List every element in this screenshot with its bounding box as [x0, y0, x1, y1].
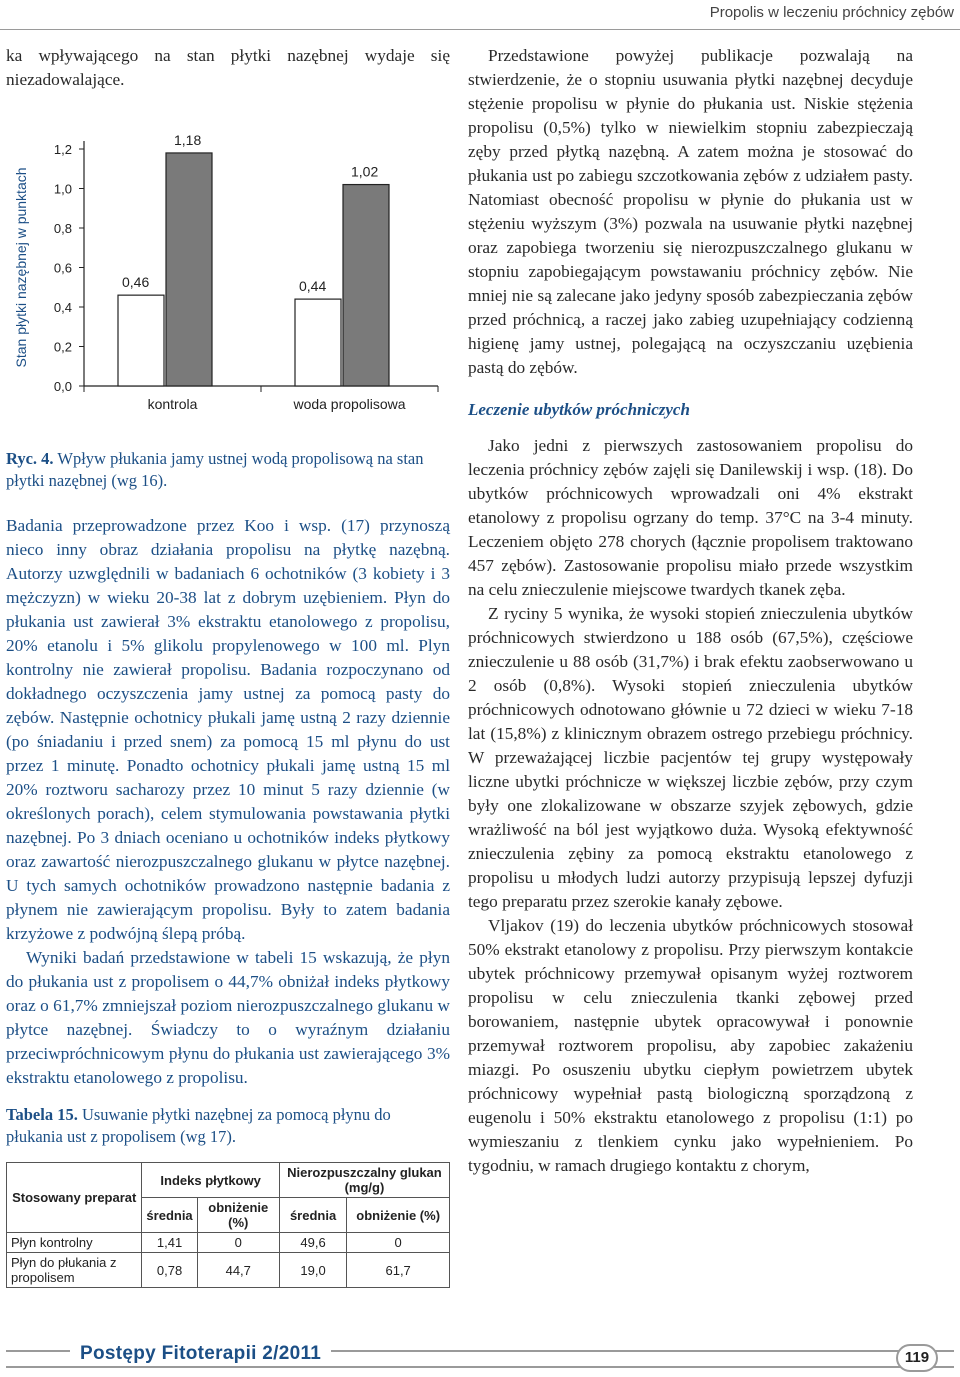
bar-before	[118, 295, 164, 386]
table-caption	[6, 1104, 450, 1148]
y-tick-label: 0,4	[53, 300, 72, 315]
data-label: 0,44	[299, 278, 327, 295]
cell-plaque-reduction: 0	[197, 1233, 279, 1253]
data-label: 1,02	[351, 163, 379, 180]
y-axis-label: Stan płytki nazębnej w punktach	[13, 167, 29, 368]
table-caption-label: Tabela 15.	[6, 1105, 78, 1124]
y-tick-label: 0,6	[53, 260, 72, 276]
category-label: woda propolisowa	[293, 396, 406, 412]
paragraph-figure5: Z ryciny 5 wynika, że wysoki stopień znieczulenia ubytków próchnicowych stwierdzono u 188 osób (67,5%), częściowe znieczulenie u 88 osób (31,7%) i brak efektu zaobserwowano u 2 osób (0,8%). Wysoki stopień znieczulenia ubytków próchnicowych odnotowano głównie u 72 dzieci w wieku 7-18 lat (15,8%) z klinicznym obrazem ostrego przebiegu próchnicy. W przeważającej liczbie pacjentów tej grupy występowały liczne ubytki próchnicze w większej liczbie zębów, przy czym były one zlokalizowane w obszarze szyjek zębowych, gdzie wrażliwość na ból jest wyjątkowo duża. Wysoką efektywność znieczulenia zębiny za pomocą ekstraktu etanolowego z propolisu u młodych ludzi autorzy przypisują lepszej dyfuzji tego preparatu przez szerokie kanały zębowe.	[468, 604, 913, 911]
left-column	[6, 44, 450, 1288]
bar-after	[166, 153, 212, 386]
header-glucan-reduction: obniżenie (%)	[347, 1198, 450, 1233]
category-label: kontrola	[147, 396, 198, 412]
paragraph-vljakov: Vljakov (19) do leczenia ubytków próchnicowych stosował 50% ekstrakt etanolowy z propolisu. Przy pierwszym kontakcie ubytek próchnicowy przemywał opisanym wyżej roztworem propolisu w celu znieczulenia tkanki zębowej przed borowaniem, następnie ubytek opracowywał i ponownie przemywał roztworem propolisu, aby zapobiec zakażeniu miazgi. Po osuszeniu ubytku ciepłym powietrzem ubytek próchnicowy wypełniał pastą biologiczną sporządzoną z eugenolu i 50% ekstraktu etanolowego z propolisu (1:1) po wymieszaniu z tlenkiem cynku jako wypełnieniem. Po tygodniu, w ramach drugiego kontaktu z chorym,	[468, 916, 913, 1175]
bar-after	[343, 185, 389, 386]
cell-plaque-reduction: 44,7	[197, 1253, 279, 1288]
data-label: 1,18	[174, 131, 202, 148]
paragraph-summary: Przedstawione powyżej publikacje pozwalają na stwierdzenie, że o stopniu usuwania płytki nazębnej decyduje stężenie propolisu w płynie do płukania ust. Niskie stężenia propolisu (0,5%) tylko w niewielkim stopniu zabezpieczają zęby przed płytką nazębną. A zatem można je stosować do płukania ust po zabiegu szczotkowania zębów z udziałem pasty. Natomiast obecność propolisu w płynie do płukania ust w stężeniu wyższym (3%) pozwala na usuwanie płytki nazębnej oraz zapobiega tworzeniu się nierozpuszczalnego glukanu w stopniu zapobiegającym powstawaniu próchnicy zębów. Nie mniej nie są zalecane jako jedyny sposób zabezpieczania zębów przed próchnicą, a raczej jako zabieg uzupełniający codzienną higienę jamy ustnej, polegającą na oczyszczaniu uzębienia pastą do zębów.	[468, 46, 913, 377]
cell-preparation: Płyn kontrolny	[7, 1233, 142, 1253]
y-tick-label: 0,0	[53, 379, 72, 394]
running-title: Propolis w leczeniu próchnicy zębów	[709, 4, 954, 21]
cell-glucan-reduction: 0	[347, 1233, 450, 1253]
table-row	[7, 1253, 450, 1288]
cell-glucan-mean: 19,0	[279, 1253, 346, 1288]
y-tick-label: 1,0	[53, 181, 72, 197]
cell-glucan-reduction: 61,7	[347, 1253, 450, 1288]
header-plaque-index: Indeks płytkowy	[142, 1163, 279, 1198]
header-glucan-mean: średnia	[279, 1198, 346, 1233]
right-column	[468, 44, 913, 1178]
bar-chart	[6, 130, 450, 440]
table-caption-text: Usuwanie płytki nazębnej za pomocą płynu do płukania ust z propolisem (wg 17).	[6, 1105, 391, 1146]
running-head	[0, 0, 960, 30]
figure-caption	[6, 448, 450, 492]
page-number: 119	[896, 1344, 938, 1372]
paragraph-danilewskij: Jako jedni z pierwszych zastosowaniem propolisu do leczenia próchnicy zębów zajęli się Danilewskij i wsp. (18). Do ubytków próchnicowych wprowadzali oni 4% ekstrakt etanolowy z propolisu ogrzany do temp. 37°C na 3-4 minuty. Leczeniem objęto 278 chorych (łącznie propolisem traktowano 457 zębów). Zastosowanie propolisu miało przede wszystkim na celu znieczulenie miejscowe twardych tkanek zęba.	[468, 436, 913, 599]
footer	[0, 1338, 960, 1377]
journal-title: Postępy Fitoterapii 2/2011	[70, 1343, 331, 1365]
figure-caption-label: Ryc. 4.	[6, 449, 54, 468]
table-row	[7, 1233, 450, 1253]
lead-paragraph: ka wpływającego na stan płytki nazębnej wydaje się niezadowalające.	[6, 46, 450, 89]
cell-plaque-mean: 0,78	[142, 1253, 197, 1288]
bar-before	[295, 299, 341, 386]
y-tick-label: 0,2	[53, 339, 72, 355]
data-label: 0,46	[122, 274, 150, 291]
header-plaque-mean: średnia	[142, 1198, 197, 1233]
header-glucan: Nierozpuszczalny glukan (mg/g)	[279, 1163, 449, 1198]
header-preparation: Stosowany preparat	[7, 1163, 142, 1233]
paragraph-results: Wyniki badań przedstawione w tabeli 15 wskazują, że płyn do płukania ust z propolisem o 44,7% obniżał indeks płytkowy oraz o 61,7% zmniejszał poziom nierozpuszczalnego glukanu w płytce nazębnej. Świadczy to o wyraźnym działaniu przeciwpróchnicowym płynu do płukania ust zawierającego 3% ekstraktu etanolowego z propolisu.	[6, 948, 450, 1087]
figure-caption-text: Wpływ płukania jamy ustnej wodą propolisową na stan płytki nazębnej (wg 16).	[6, 449, 424, 490]
figure-4	[6, 130, 450, 440]
cell-glucan-mean: 49,6	[279, 1233, 346, 1253]
section-heading: Leczenie ubytków próchniczych	[468, 400, 690, 419]
cell-preparation: Płyn do płukania z propolisem	[7, 1253, 142, 1288]
y-tick-label: 1,2	[53, 142, 72, 157]
header-plaque-reduction: obniżenie (%)	[197, 1198, 279, 1233]
y-tick-label: 0,8	[53, 221, 72, 236]
table-15	[6, 1162, 450, 1288]
paragraph-koo: Badania przeprowadzone przez Koo i wsp. (17) przynoszą nieco inny obraz działania propolisu na płytkę nazębną. Autorzy uzwględnili w badaniach 6 ochotników (3 kobiety i 3 mężczyzn) w wieku 20-38 lat z dobrym uzębieniem. Płyn do płukania ust zawierał 3% ekstraktu etanolowego z propolisu, 20% etanolu i 5% glikolu propylenowego w 100 ml. Plyn kontrolny nie zawierał propolisu. Badania rozpoczynano od dokładnego oczyszczenia jamy ustnej za pomocą pasty do zębów. Następnie ochotnicy płukali jamę ustną 2 razy dziennie (po śniadaniu i przed snem) za pomocą 15 ml płynu do ust przez 1 minutę. Ponadto ochotnicy płukali jamę ustną 15 ml 20% roztworu sacharozy przez 10 minut 5 razy dziennie (w określonych porach), celem stymulowania powstawania płytki nazębnej. Po 3 dniach oceniano u ochotników indeks płytkowy oraz zawartość nierozpuszczalnego glukanu w płytce nazębnej. U tych samych ochotników prowadzono następnie badania z płynem nie zawierającym propolisu. Były to zatem badania krzyżowe z podwójną ślepą próbą.	[6, 516, 450, 943]
cell-plaque-mean: 1,41	[142, 1233, 197, 1253]
